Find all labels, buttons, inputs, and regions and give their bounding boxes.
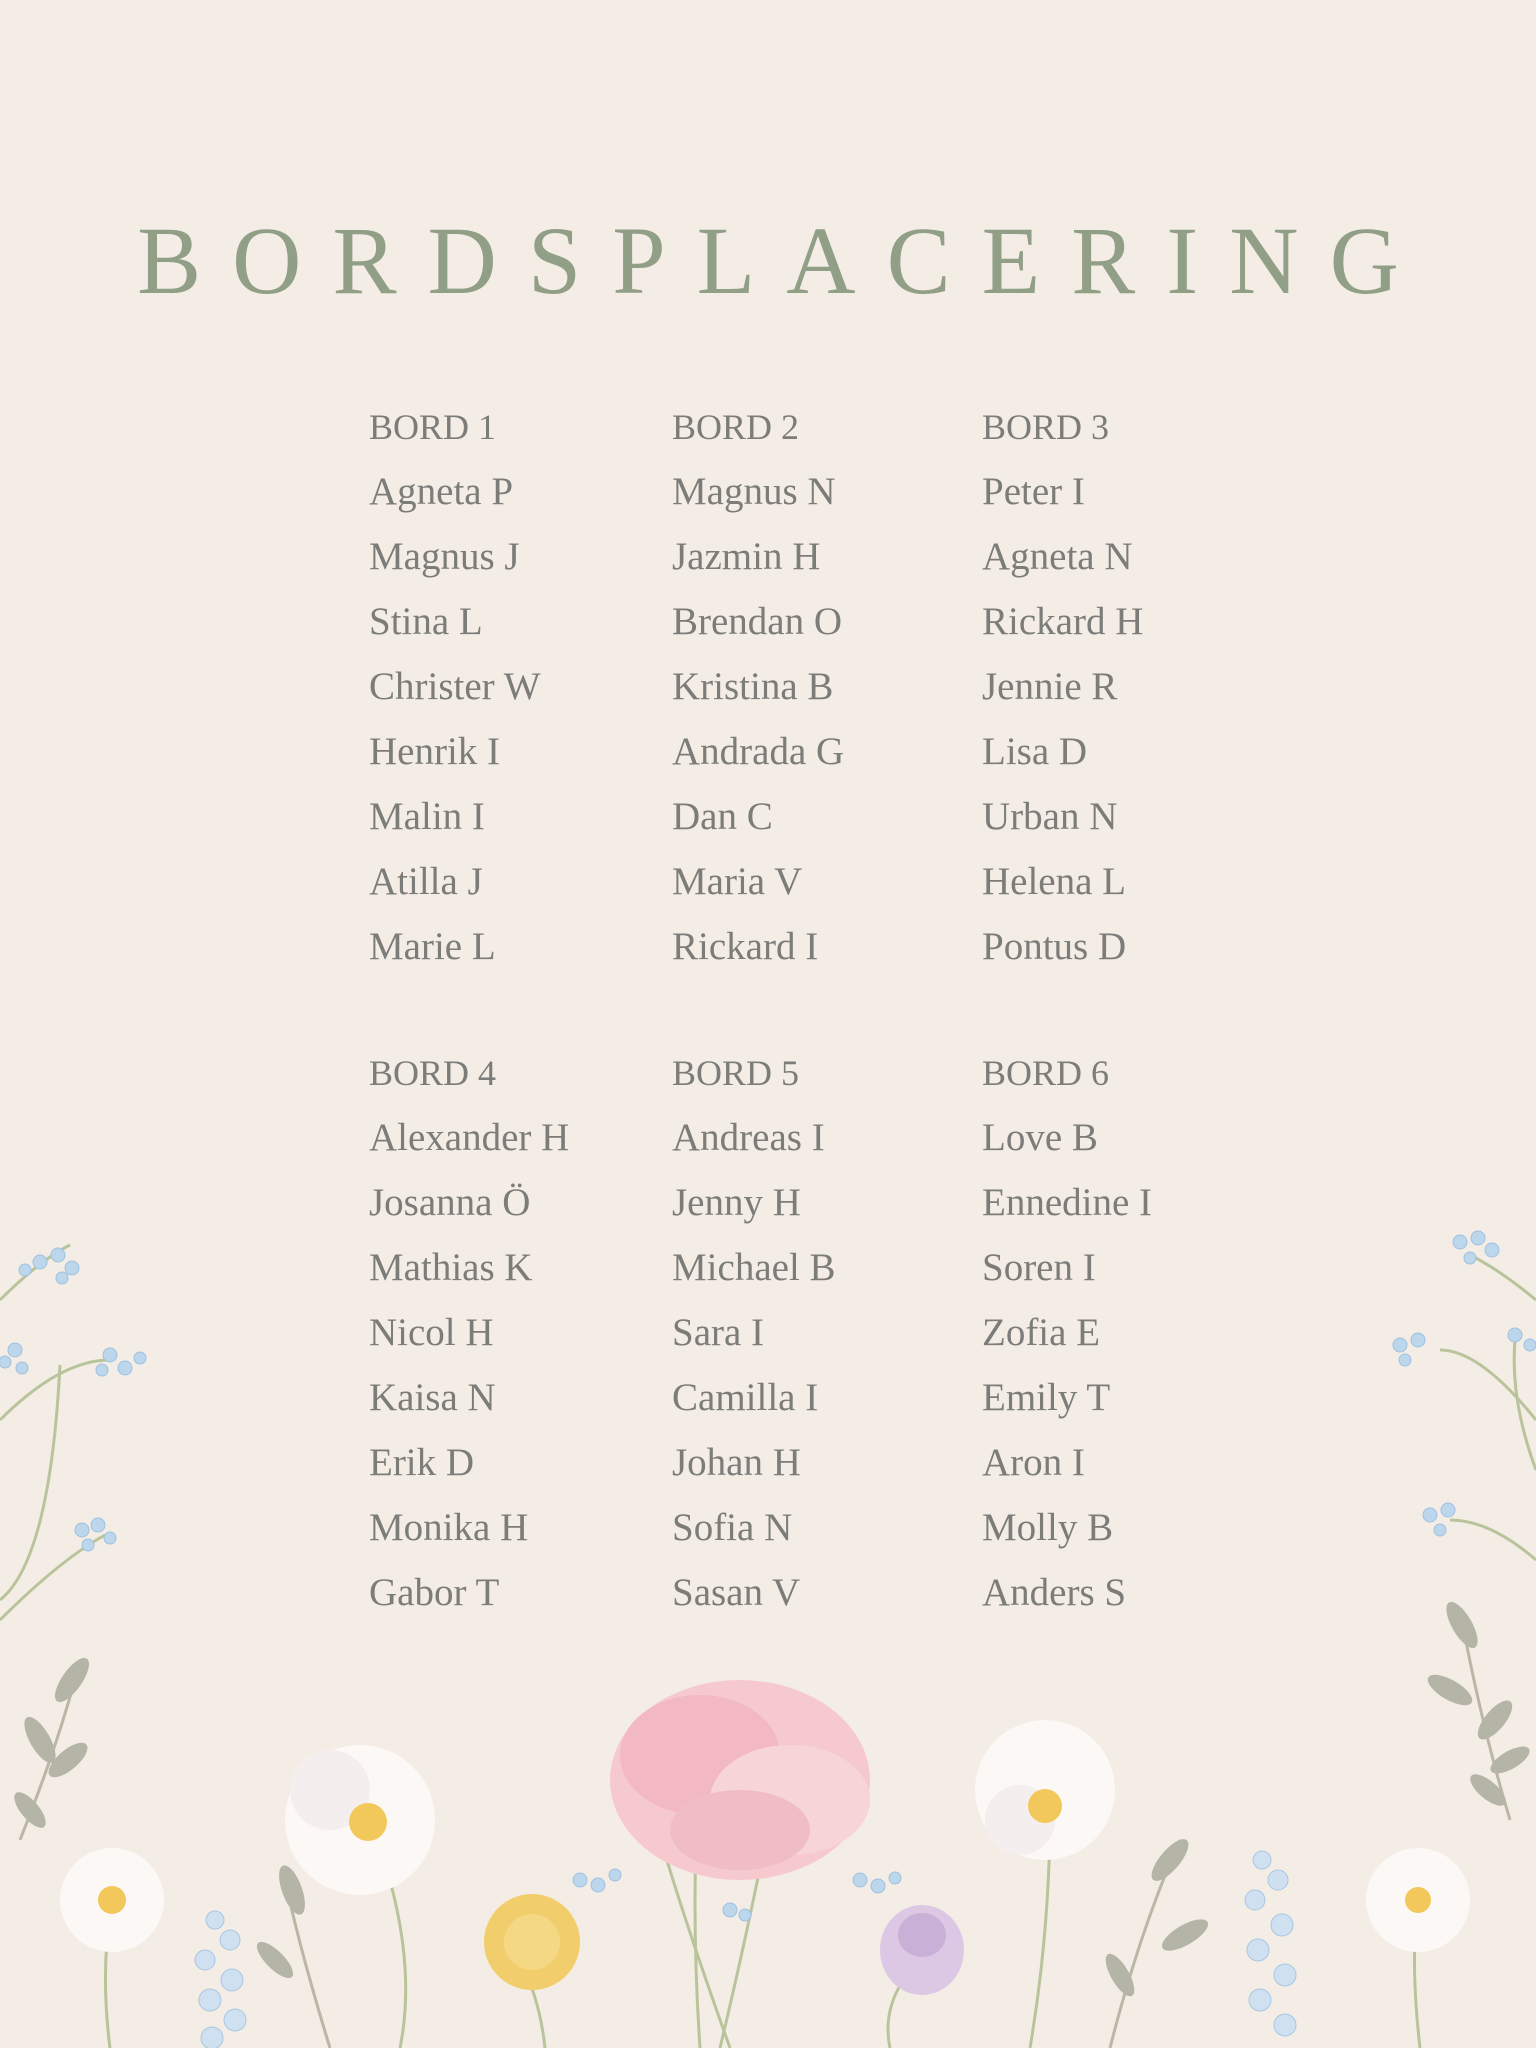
guest-name: Molly B (982, 1506, 1114, 1549)
guest-name: Rickard H (982, 600, 1144, 643)
table-heading: BORD 3 (982, 407, 1110, 447)
guest-name: Sara I (672, 1311, 765, 1354)
guest-name: Peter I (982, 470, 1085, 513)
yellow-dandelion-flower (484, 1894, 580, 1990)
table-heading: BORD 6 (982, 1053, 1110, 1093)
guest-name: Pontus D (982, 925, 1127, 968)
table-heading: BORD 1 (369, 407, 497, 447)
lilac-aster-flower (880, 1905, 964, 1995)
guest-name: Mathias K (369, 1246, 533, 1289)
guest-name: Urban N (982, 795, 1118, 838)
guest-name: Magnus J (369, 535, 520, 578)
guest-name: Jennie R (982, 665, 1118, 708)
guest-name: Atilla J (369, 860, 483, 903)
guest-name: Sasan V (672, 1571, 801, 1614)
guest-name: Emily T (982, 1376, 1111, 1419)
guest-name: Michael B (672, 1246, 836, 1289)
guest-name: Jenny H (672, 1181, 801, 1224)
table-heading: BORD 4 (369, 1053, 497, 1093)
guest-name: Andrada G (672, 730, 845, 773)
floral-border-illustration (0, 1180, 1536, 2048)
guest-name: Nicol H (369, 1311, 494, 1354)
guest-name: Zofia E (982, 1311, 1101, 1354)
guest-name: Kaisa N (369, 1376, 496, 1419)
guest-name: Magnus N (672, 470, 836, 513)
guest-name: Helena L (982, 860, 1127, 903)
guest-name: Stina L (369, 600, 483, 643)
page-title: BORDSPLACERING (137, 207, 1430, 314)
guest-name: Erik D (369, 1441, 475, 1484)
flower-stems (0, 1245, 1536, 2048)
pink-peony-flower (610, 1680, 870, 1880)
guest-name: Gabor T (369, 1571, 500, 1614)
guest-name: Kristina B (672, 665, 834, 708)
guest-name: Christer W (369, 665, 541, 708)
guest-name: Sofia N (672, 1506, 793, 1549)
guest-name: Josanna Ö (369, 1181, 531, 1224)
guest-name: Agneta N (982, 535, 1133, 578)
guest-name: Jazmin H (672, 535, 821, 578)
guest-name: Maria V (672, 860, 803, 903)
guest-name: Malin I (369, 795, 485, 838)
table-1 (369, 404, 669, 989)
guest-name: Anders S (982, 1571, 1127, 1614)
table-heading: BORD 5 (672, 1053, 800, 1093)
guest-name: Ennedine I (982, 1181, 1153, 1224)
guest-name: Love B (982, 1116, 1098, 1159)
guest-name: Dan C (672, 795, 773, 838)
table-2 (672, 404, 972, 989)
guest-name: Agneta P (369, 470, 514, 513)
guest-name: Marie L (369, 925, 496, 968)
guest-name: Andreas I (672, 1116, 825, 1159)
guest-name: Alexander H (369, 1116, 570, 1159)
guest-name: Lisa D (982, 730, 1088, 773)
guest-name: Henrik I (369, 730, 501, 773)
guest-name: Johan H (672, 1441, 801, 1484)
table-heading: BORD 2 (672, 407, 800, 447)
guest-name: Brendan O (672, 600, 843, 643)
guest-name: Camilla I (672, 1376, 819, 1419)
guest-name: Soren I (982, 1246, 1096, 1289)
table-3 (982, 404, 1282, 989)
guest-name: Aron I (982, 1441, 1085, 1484)
guest-name: Rickard I (672, 925, 819, 968)
guest-name: Monika H (369, 1506, 529, 1549)
